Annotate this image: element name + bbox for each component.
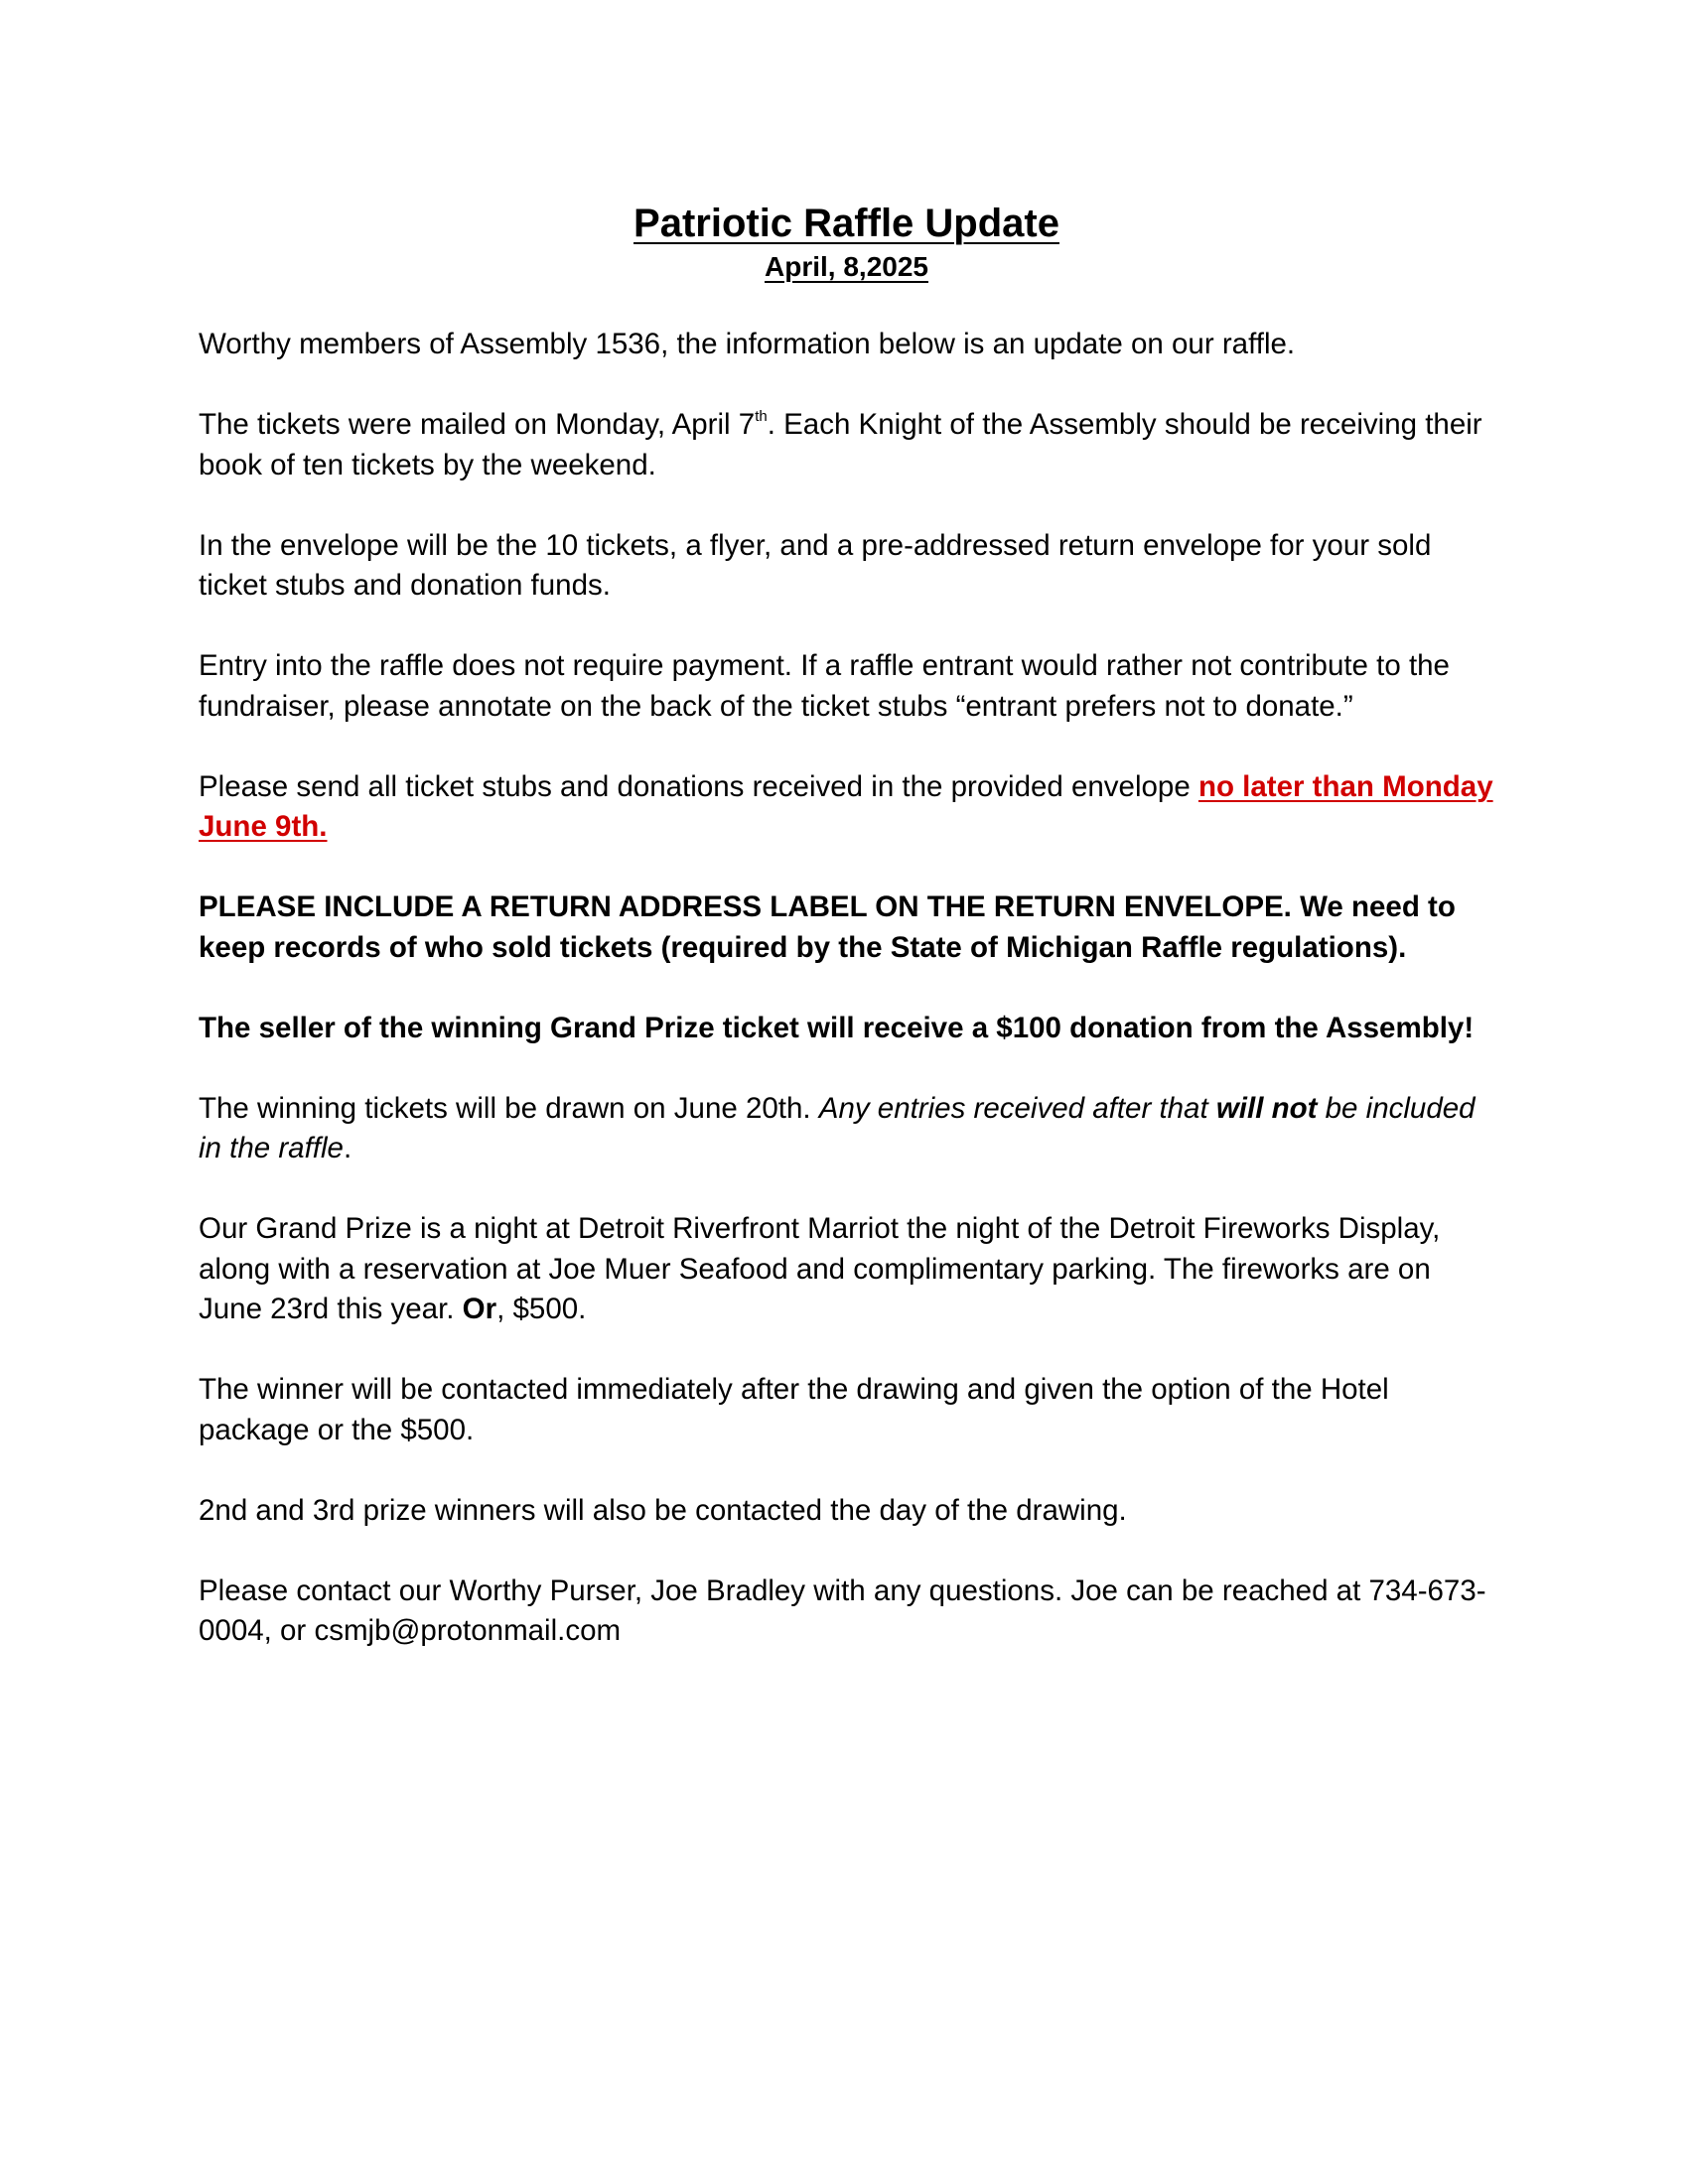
grand-prize-paragraph xyxy=(199,1209,1494,1330)
seller-reward-paragraph xyxy=(199,1009,1494,1049)
document-date: April, 8,2025 xyxy=(765,251,928,282)
envelope-text: In the envelope will be the 10 tickets, a flyer, and a pre-addressed return envelope for your sold ticket stubs and donation funds. xyxy=(199,528,1432,602)
mailing-text-end: . Each Knight of the Assembly should be receiving their book of ten tickets by the weekend. xyxy=(199,408,1482,481)
contact-paragraph xyxy=(199,1571,1494,1652)
winner-contact-text: The winner will be contacted immediately after the drawing and given the option of the Hotel package or the $500. xyxy=(199,1373,1389,1446)
drawing-paragraph xyxy=(199,1089,1494,1169)
deadline-date: no later than Monday June 9th. xyxy=(199,769,1493,843)
return-address-paragraph xyxy=(199,887,1494,968)
return-address-text: PLEASE INCLUDE A RETURN ADDRESS LABEL ON THE RETURN ENVELOPE. We need to keep records of who sold tickets (required by the State of Michigan Raffle regulations). xyxy=(199,890,1456,964)
deadline-paragraph xyxy=(199,767,1494,848)
mailing-paragraph xyxy=(199,405,1494,485)
envelope-paragraph xyxy=(199,526,1494,607)
other-prizes-paragraph xyxy=(199,1491,1494,1532)
late-entries-text-end: be included in the raffle xyxy=(199,1091,1476,1164)
drawing-period: . xyxy=(343,1132,352,1164)
entry-text: Entry into the raffle does not require payment. If a raffle entrant would rather not contribute to the fundraiser, please annotate on the back of the ticket stubs “entrant prefers not to donate.” xyxy=(199,649,1450,723)
intro-paragraph xyxy=(199,325,1494,365)
grand-prize-cash: , $500. xyxy=(496,1293,587,1325)
or-emphasis: Or xyxy=(462,1293,497,1325)
winner-contact-paragraph xyxy=(199,1370,1494,1450)
document-title: Patriotic Raffle Update xyxy=(633,202,1059,245)
late-entries-text: Any entries received after that xyxy=(818,1091,1216,1125)
drawing-date-text: The winning tickets will be drawn on June 20th. xyxy=(199,1091,819,1125)
deadline-text: Please send all ticket stubs and donations received in the provided envelope xyxy=(199,769,1198,803)
document-page xyxy=(199,199,1494,1692)
grand-prize-text: Our Grand Prize is a night at Detroit Riverfront Marriot the night of the Detroit Fireworks Display, along with a reservation at Joe Muer Seafood and complimentary parking. The fireworks are on June 23rd this year. xyxy=(199,1212,1441,1325)
will-not-emphasis: will not xyxy=(1215,1091,1318,1125)
entry-paragraph xyxy=(199,646,1494,727)
mailing-text-start: The tickets were mailed on Monday, April 7 xyxy=(199,408,756,441)
contact-text: Please contact our Worthy Purser, Joe Bradley with any questions. Joe can be reached at 734-673-0004, or csmjb@protonmail.com xyxy=(199,1573,1486,1647)
seller-reward-text: The seller of the winning Grand Prize ticket will receive a $100 donation from the Assembly! xyxy=(199,1011,1475,1044)
other-prizes-text: 2nd and 3rd prize winners will also be contacted the day of the drawing. xyxy=(199,1493,1127,1527)
intro-text: Worthy members of Assembly 1536, the information below is an update on our raffle. xyxy=(199,328,1296,360)
ordinal-suffix: th xyxy=(755,408,768,425)
